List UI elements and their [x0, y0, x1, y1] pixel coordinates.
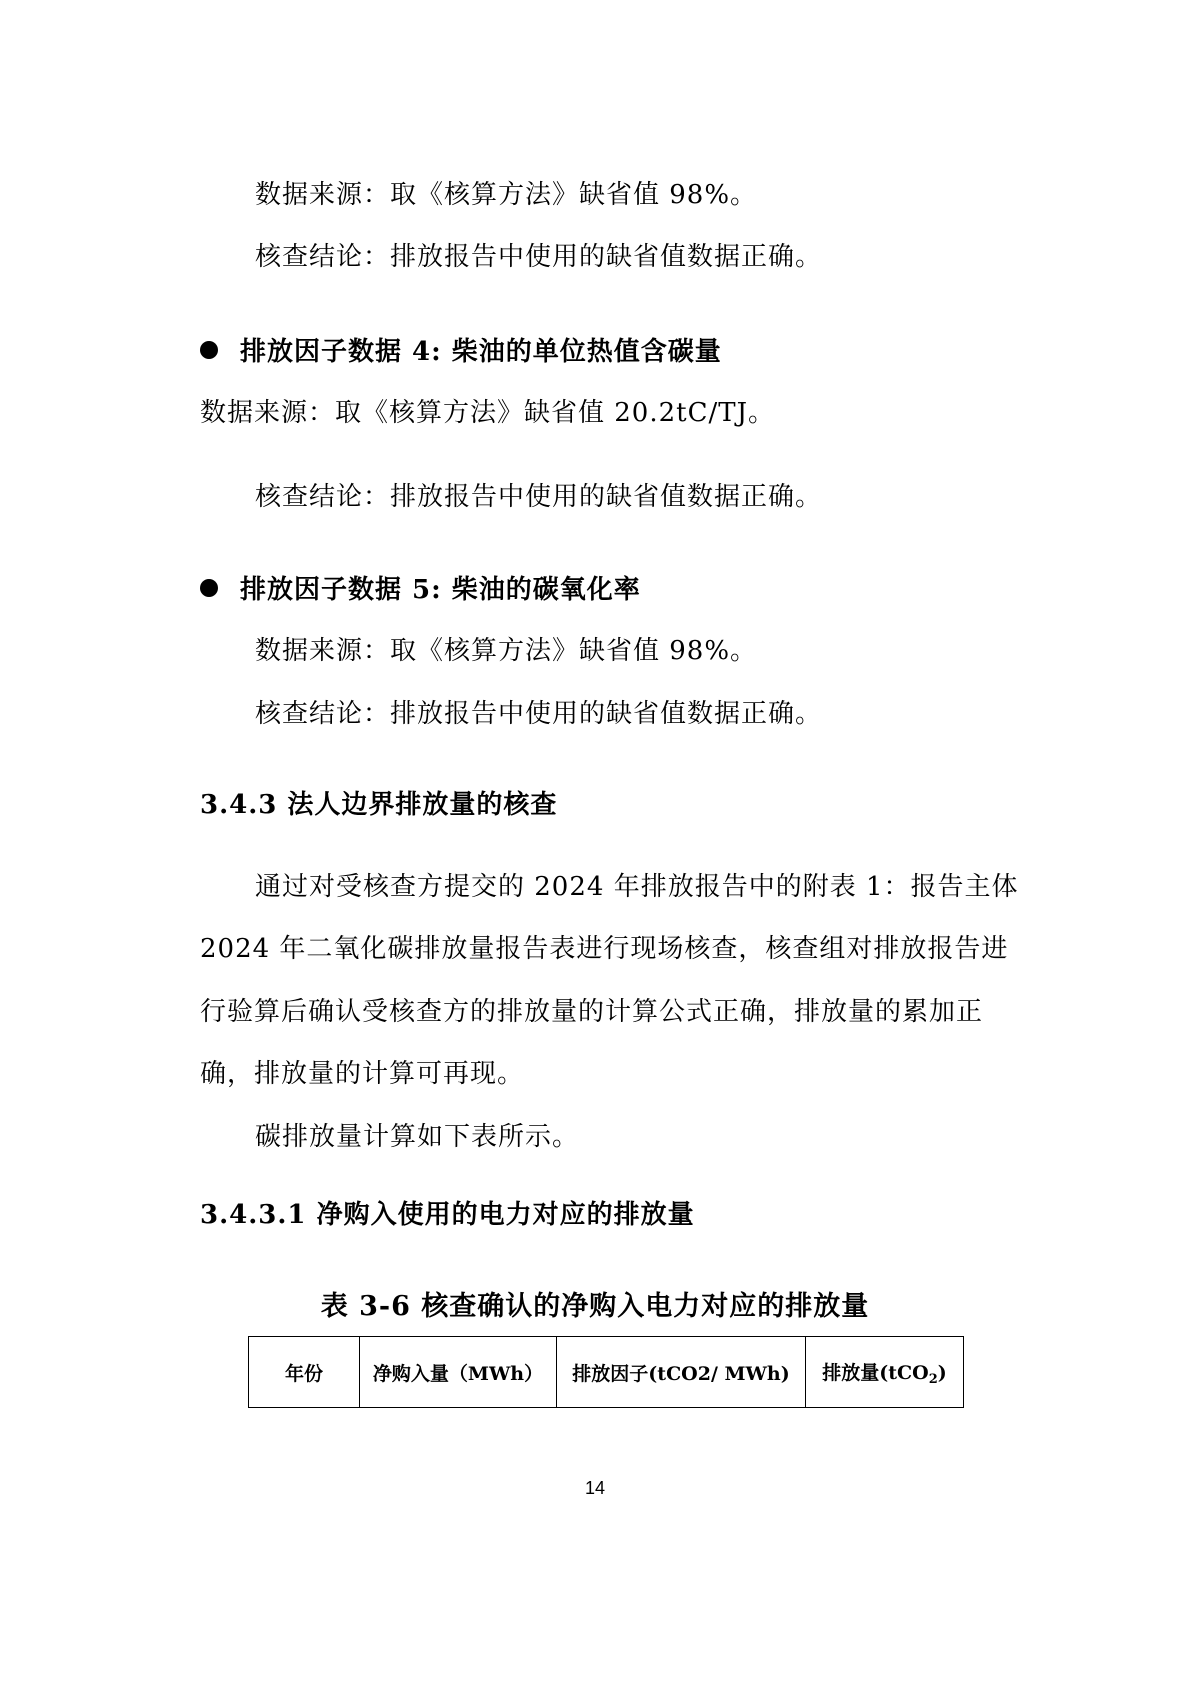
- table-header-row: [249, 1337, 964, 1408]
- data-source-paragraph: 数据来源：取《核算方法》缺省值 98%。: [255, 636, 758, 666]
- body-text-line: 碳排放量计算如下表所示。: [255, 1122, 580, 1152]
- emissions-table: [248, 1336, 964, 1408]
- subscript-two: 2: [928, 1371, 938, 1387]
- column-header-emissions: [806, 1337, 964, 1408]
- column-header-emission-factor: 排放因子(tCO2/ MWh): [557, 1337, 806, 1408]
- verification-conclusion-paragraph: 核查结论：排放报告中使用的缺省值数据正确。: [255, 482, 823, 512]
- bullet-item-factor-5: [200, 573, 641, 607]
- bullet-item-factor-4: [200, 335, 722, 369]
- bullet-item-label: 排放因子数据 4: 柴油的单位热值含碳量: [240, 337, 722, 367]
- verification-conclusion-paragraph: 核查结论：排放报告中使用的缺省值数据正确。: [255, 242, 823, 272]
- bullet-icon: [200, 341, 218, 359]
- body-text-line: 确，排放量的计算可再现。: [200, 1059, 525, 1089]
- section-heading-3-4-3: 3.4.3 法人边界排放量的核查: [200, 790, 558, 820]
- column-header-net-purchase: 净购入量（MWh）: [360, 1337, 557, 1408]
- emissions-label: 排放量(tCO: [822, 1361, 929, 1384]
- column-header-year: 年份: [249, 1337, 360, 1408]
- data-source-paragraph: 数据来源：取《核算方法》缺省值 98%。: [255, 180, 758, 210]
- page-number: 14: [584, 1478, 606, 1498]
- table-caption: 表 3-6 核查确认的净购入电力对应的排放量: [320, 1291, 870, 1322]
- verification-conclusion-paragraph: 核查结论：排放报告中使用的缺省值数据正确。: [255, 699, 823, 729]
- closing-paren: ): [937, 1361, 947, 1384]
- data-source-paragraph: 数据来源：取《核算方法》缺省值 20.2tC/TJ。: [200, 398, 776, 428]
- bullet-icon: [200, 579, 218, 597]
- section-heading-3-4-3-1: 3.4.3.1 净购入使用的电力对应的排放量: [200, 1200, 695, 1230]
- body-text-line: 2024 年二氧化碳排放量报告表进行现场核查，核查组对排放报告进: [200, 934, 1009, 964]
- body-text-line: 行验算后确认受核查方的排放量的计算公式正确，排放量的累加正: [200, 997, 984, 1027]
- bullet-item-label: 排放因子数据 5: 柴油的碳氧化率: [240, 575, 641, 605]
- body-text-line: 通过对受核查方提交的 2024 年排放报告中的附表 1：报告主体: [255, 872, 1019, 902]
